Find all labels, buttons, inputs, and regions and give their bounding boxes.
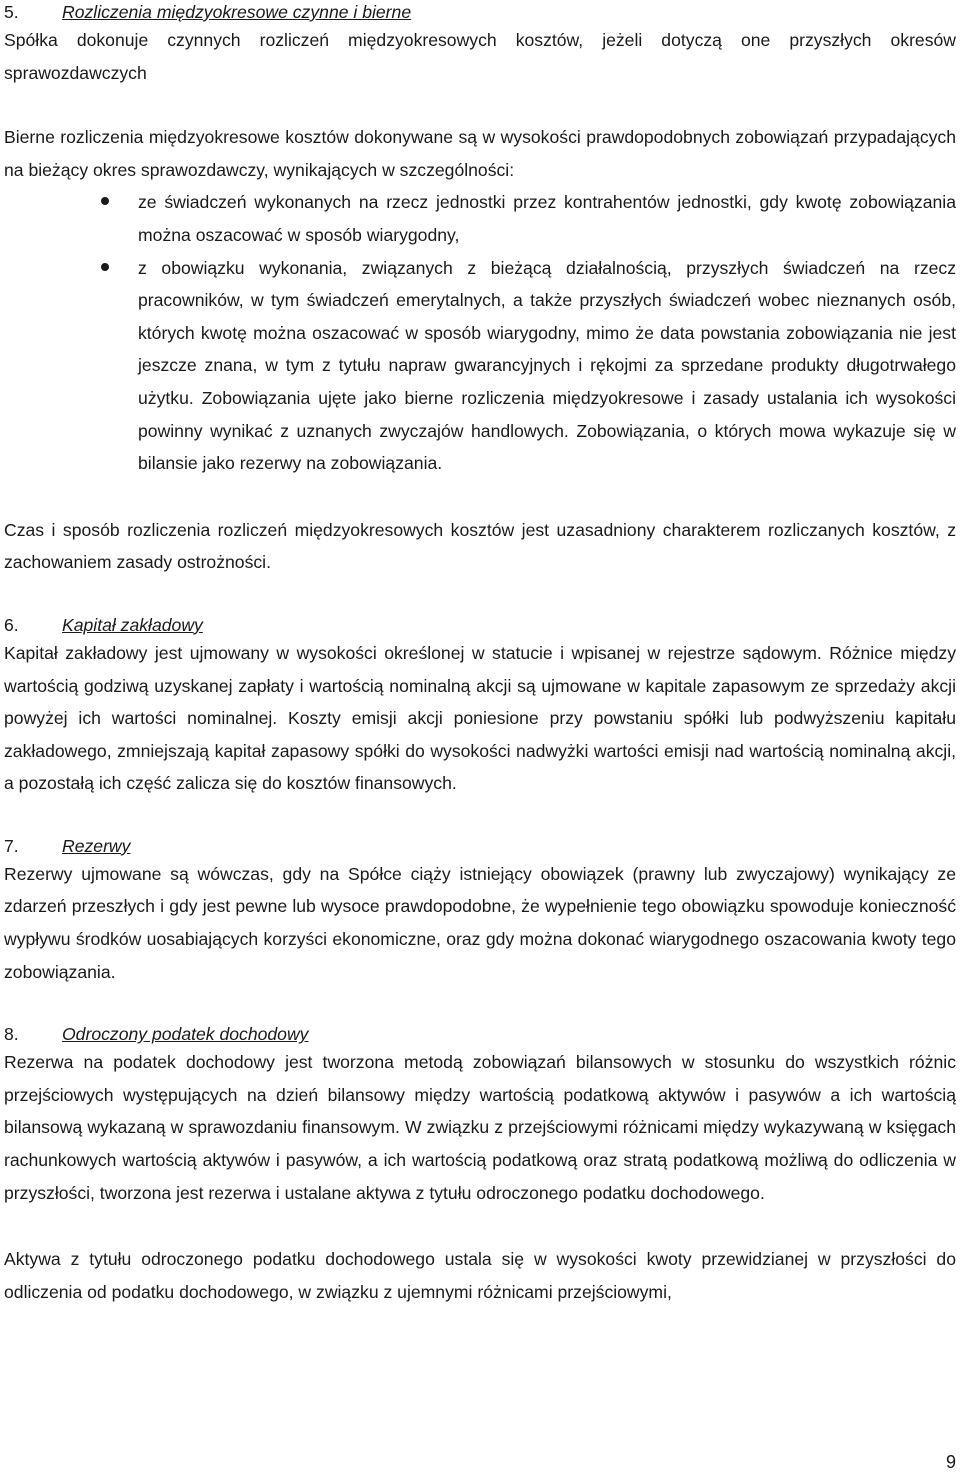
section-5-title: Rozliczenia międzyokresowe czynne i bierne xyxy=(62,2,412,22)
section-8-title: Odroczony podatek dochodowy xyxy=(62,1024,309,1045)
section-5-heading xyxy=(4,0,956,24)
bullet-text: z obowiązku wykonania, związanych z bieżącą działalnością, przyszłych świadczeń na rzecz pracowników, w tym świadczeń emerytalnych, a także przyszłych świadczeń wobec nieznanych osób, których kwotę można oszacować w sposób wiarygodny, mimo że data powstania zobowiązania nie jest jeszcze znana, w tym z tytułu napraw gwarancyjnych i rękojmi za sprzedane produkty długotrwałego użytku. Zobowiązania ujęte jako bierne rozliczenia międzyokresowe i zasady ustalania ich wysokości powinny wynikać z uznanych zwyczajów handlowych. Zobowiązania, o których mowa wykazuje się w bilansie jako rezerwy na zobowiązania. xyxy=(138,257,956,474)
bullet-icon xyxy=(101,263,109,271)
page-number: 9 xyxy=(945,1452,956,1472)
section-5-paragraph-2: Bierne rozliczenia międzyokresowe kosztów dokonywane są w wysokości prawdopodobnych zobowiązań przypadających na bieżący okres sprawozdawczy, wynikających w szczególności: xyxy=(4,127,956,180)
section-8-body-2: Aktywa z tytułu odroczonego podatku dochodowego ustala się w wysokości kwoty przewidzianej w przyszłości do odliczenia od podatku dochodowego, w związku z ujemnymi różnicami przejściowymi, xyxy=(4,1249,956,1302)
section-6-body: Kapitał zakładowy jest ujmowany w wysokości określonej w statucie i wpisanej w rejestrze sądowym. Różnice między wartością godziwą uzyskanej zapłaty i wartością nominalną akcji są ujmowane w kapitale zapasowym ze sprzedaży akcji powyżej ich wartości nominalnej. Koszty emisji akcji poniesione przy powstaniu spółki lub podwyższeniu kapitału zakładowego, zmniejszają kapitał zapasowy spółki do wysokości nadwyżki wartości emisji nad wartością nominalną akcji, a pozostałą ich część zalicza się do kosztów finansowych. xyxy=(4,642,956,794)
section-5-closing: Czas i sposób rozliczenia rozliczeń międzyokresowych kosztów jest uzasadniony charakterem rozliczanych kosztów, z zachowaniem zasady ostrożności. xyxy=(4,519,956,573)
section-8-number: 8. xyxy=(4,1024,19,1045)
bullet-text: ze świadczeń wykonanych na rzecz jednostki przez kontrahentów jednostki, gdy kwotę zobowiązania można oszacować w sposób wiarygodny, xyxy=(138,192,956,245)
section-5-number: 5. xyxy=(4,2,19,22)
section-7-heading xyxy=(4,834,956,858)
bullet-item xyxy=(4,252,956,480)
section-5-intro: Spółka dokonuje czynnych rozliczeń międzyokresowych kosztów, jeżeli dotyczą one przyszłych okresów sprawozdawczych xyxy=(4,30,956,83)
section-7-title: Rezerwy xyxy=(62,835,131,856)
section-7-number: 7. xyxy=(4,835,19,856)
section-5-bullet-list xyxy=(4,186,956,479)
document-page xyxy=(4,0,956,1308)
bullet-item xyxy=(4,186,956,251)
section-6-number: 6. xyxy=(4,614,19,635)
section-6-title: Kapitał zakładowy xyxy=(62,614,203,635)
section-8-body: Rezerwa na podatek dochodowy jest tworzona metodą zobowiązań bilansowych w stosunku do wszystkich różnic przejściowych występujących na dzień bilansowy między wartością podatkową aktywów i pasywów a ich wartością bilansową wykazaną w sprawozdaniu finansowym. W związku z przejściowymi różnicami między wykazywaną w księgach rachunkowych wartością aktywów i pasywów, a ich wartością podatkową oraz stratą podatkową możliwą do odliczenia w przyszłości, tworzona jest rezerwa i ustalane aktywa z tytułu odroczonego podatku dochodowego. xyxy=(4,1052,956,1203)
section-7-body: Rezerwy ujmowane są wówczas, gdy na Spółce ciąży istniejący obowiązek (prawny lub zwyczajowy) wynikający ze zdarzeń przeszłych i gdy jest pewne lub wysoce prawdopodobne, że wypełnienie tego obowiązku spowoduje konieczność wypływu środków uosabiających korzyści ekonomiczne, oraz gdy można dokonać wiarygodnego oszacowania kwoty tego zobowiązania. xyxy=(4,863,956,982)
section-8-heading xyxy=(4,1022,956,1046)
section-6-heading xyxy=(4,613,956,637)
bullet-icon xyxy=(101,197,109,205)
